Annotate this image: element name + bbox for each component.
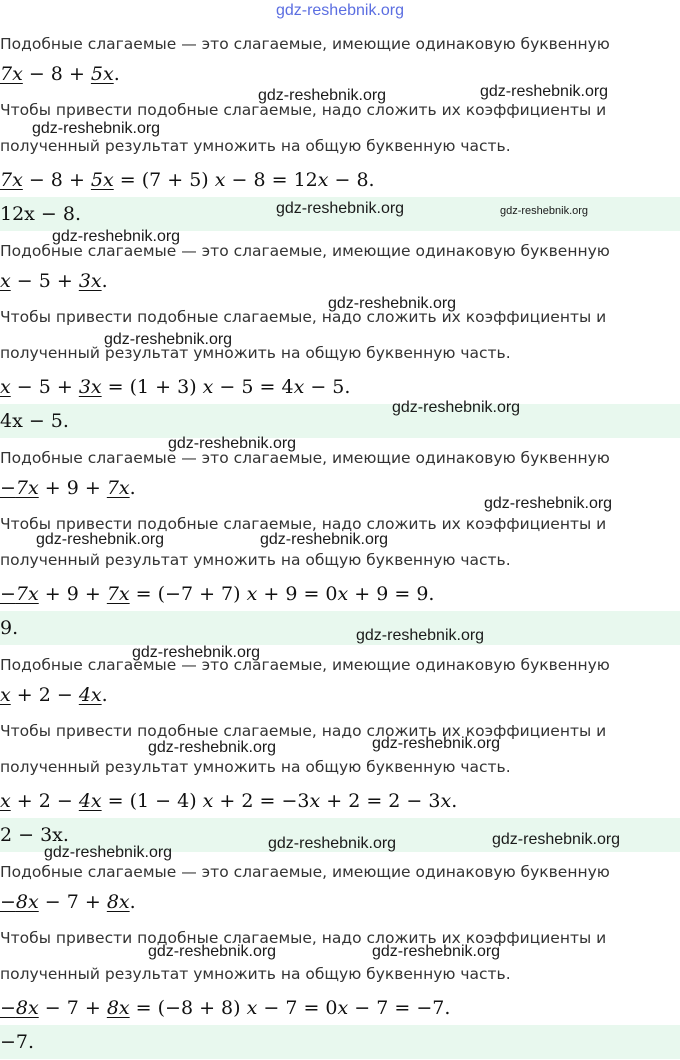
expression: 7x − 8 + 5x. [0,63,120,85]
expression: −7x + 9 + 7x. [0,477,136,499]
rule-text-line1: Чтобы привести подобные слагаемые, надо сложить их коэффициенты и [0,929,607,947]
watermark: gdz-reshebnik.org [276,200,405,217]
solution: x + 2 − 4x = (1 − 4) x + 2 = −3x + 2 = 2 − 3x. [0,790,458,812]
expression: x − 5 + 3x. [0,270,108,292]
solution: −8x − 7 + 8x = (−8 + 8) x − 7 = 0x − 7 = −7. [0,997,451,1019]
watermark: gdz-reshebnik.org [148,739,277,756]
definition-text: Подобные слагаемые — это слагаемые, имеющие одинаковую буквенную [0,656,610,674]
watermark: gdz-reshebnik.org [36,531,165,548]
answer-box [0,611,680,645]
rule-text-line2: полученный результат умножить на общую буквенную часть. [0,137,511,155]
site-watermark-top: gdz-reshebnik.org [275,2,405,19]
watermark: gdz-reshebnik.org [32,120,161,137]
rule-text-line2: полученный результат умножить на общую буквенную часть. [0,965,511,983]
answer-text: 9. [0,617,19,639]
watermark: gdz-reshebnik.org [500,205,589,217]
watermark: gdz-reshebnik.org [104,331,233,348]
rule-text-line2: полученный результат умножить на общую буквенную часть. [0,551,511,569]
watermark: gdz-reshebnik.org [52,228,181,245]
answer-box [0,404,680,438]
watermark: gdz-reshebnik.org [392,399,521,416]
rule-text-line1: Чтобы привести подобные слагаемые, надо сложить их коэффициенты и [0,722,607,740]
solution: x − 5 + 3x = (1 + 3) x − 5 = 4x − 5. [0,376,351,398]
watermark: gdz-reshebnik.org [480,83,609,100]
rule-text-line1: Чтобы привести подобные слагаемые, надо сложить их коэффициенты и [0,101,607,119]
solution: −7x + 9 + 7x = (−7 + 7) x + 9 = 0x + 9 = 9. [0,583,435,605]
watermark: gdz-reshebnik.org [484,495,613,512]
answer-text: 12x − 8. [0,203,82,225]
definition-text: Подобные слагаемые — это слагаемые, имеющие одинаковую буквенную [0,242,610,260]
watermark: gdz-reshebnik.org [372,943,501,960]
answer-text: 4x − 5. [0,410,69,432]
answer-text: −7. [0,1031,35,1053]
answer-box [0,1025,680,1059]
definition-text: Подобные слагаемые — это слагаемые, имеющие одинаковую буквенную [0,449,610,467]
watermark: gdz-reshebnik.org [132,644,261,661]
rule-text-line2: полученный результат умножить на общую буквенную часть. [0,758,511,776]
watermark: gdz-reshebnik.org [356,627,485,644]
watermark: gdz-reshebnik.org [268,835,397,852]
watermark: gdz-reshebnik.org [44,844,173,861]
watermark: gdz-reshebnik.org [260,531,389,548]
watermark: gdz-reshebnik.org [168,435,297,452]
definition-text: Подобные слагаемые — это слагаемые, имеющие одинаковую буквенную [0,863,610,881]
expression: −8x − 7 + 8x. [0,891,136,913]
watermark: gdz-reshebnik.org [148,943,277,960]
watermark: gdz-reshebnik.org [258,87,387,104]
watermark: gdz-reshebnik.org [372,735,501,752]
rule-text-line1: Чтобы привести подобные слагаемые, надо сложить их коэффициенты и [0,308,607,326]
rule-text-line1: Чтобы привести подобные слагаемые, надо сложить их коэффициенты и [0,515,607,533]
watermark: gdz-reshebnik.org [328,295,457,312]
rule-text-line2: полученный результат умножить на общую буквенную часть. [0,344,511,362]
definition-text: Подобные слагаемые — это слагаемые, имеющие одинаковую буквенную [0,35,610,53]
watermark: gdz-reshebnik.org [492,831,621,848]
solution: 7x − 8 + 5x = (7 + 5) x − 8 = 12x − 8. [0,169,375,191]
expression: x + 2 − 4x. [0,684,108,706]
answer-text: 2 − 3x. [0,824,69,846]
